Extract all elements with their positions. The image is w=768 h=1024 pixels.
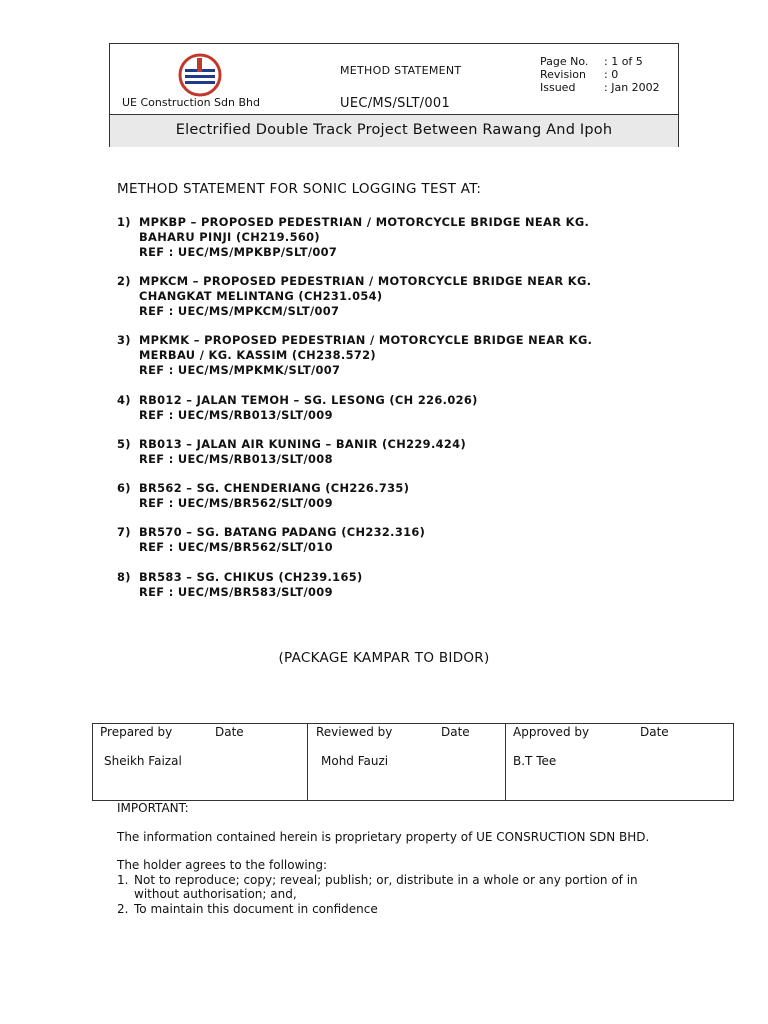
header-divider [110,114,678,115]
page-number-label: Page No. [540,55,589,68]
page-number-value: : 1 of 5 [604,55,643,68]
item-number: 7) [117,525,131,539]
list-item [117,570,363,600]
revision-row [540,68,618,81]
revision-value: : 0 [604,68,619,81]
item-number: 2) [117,274,131,288]
list-item [117,215,589,260]
item-reference: REF : UEC/MS/BR583/SLT/009 [139,585,333,599]
column-divider [307,724,308,800]
item-reference: REF : UEC/MS/MPKCM/SLT/007 [139,304,340,318]
item-reference: REF : UEC/MS/MPKBP/SLT/007 [139,245,338,259]
point-text: Not to reproduce; copy; reveal; publish; or, distribute in a whole or any portion of in without authorisation; and, [134,872,638,901]
reviewed-date-label: Date [441,725,470,739]
approved-by-label: Approved by [513,725,590,739]
list-item [117,274,591,319]
document-header [109,43,679,147]
item-number: 4) [117,393,131,407]
main-heading: METHOD STATEMENT FOR SONIC LOGGING TEST AT: [117,181,482,197]
item-number: 8) [117,570,131,584]
item-title: BR583 – SG. CHIKUS (CH239.165) [139,570,363,584]
item-title: MPKCM – PROPOSED PEDESTRIAN / MOTORCYCLE BRIDGE NEAR KG. [139,274,592,288]
item-number: 5) [117,437,131,451]
item-title: BR570 – SG. BATANG PADANG (CH232.316) [139,525,426,539]
prepared-by-name: Sheikh Faizal [104,754,182,768]
item-location: CHANGKAT MELINTANG (CH231.054) [139,289,383,303]
document-type: METHOD STATEMENT [340,64,462,77]
approvals-table [92,723,734,801]
item-title: RB012 – JALAN TEMOH – SG. LESONG (CH 226.026) [139,393,478,407]
item-title: BR562 – SG. CHENDERIANG (CH226.735) [139,481,410,495]
list-item [117,393,478,423]
item-title: MPKBP – PROPOSED PEDESTRIAN / MOTORCYCLE BRIDGE NEAR KG. [139,215,590,229]
item-title: RB013 – JALAN AIR KUNING – BANIR (CH229.424) [139,437,467,451]
document-code: UEC/MS/SLT/001 [340,96,451,111]
item-location: BAHARU PINJI (CH219.560) [139,230,320,244]
page-number-row [540,55,643,68]
proprietary-paragraph: The information contained herein is proprietary property of UE CONSRUCTION SDN BHD. [117,829,650,844]
list-item [117,902,677,917]
list-item [117,437,466,467]
reviewed-by-label: Reviewed by [316,725,393,739]
item-number: 6) [117,481,131,495]
prepared-date-label: Date [215,725,244,739]
important-notice [117,801,677,916]
item-reference: REF : UEC/MS/BR562/SLT/009 [139,496,333,510]
project-title: Electrified Double Track Project Between Rawang And Ipoh [175,122,613,138]
list-item [117,333,592,378]
prepared-by-label: Prepared by [100,725,173,739]
item-number: 1) [117,215,131,229]
approved-date-label: Date [640,725,669,739]
column-divider [505,724,506,800]
item-number: 3) [117,333,131,347]
item-reference: REF : UEC/MS/RB013/SLT/009 [139,408,333,422]
approved-by-name: B.T Tee [513,754,557,768]
point-number: 2. [117,901,129,916]
item-location: MERBAU / KG. KASSIM (CH238.572) [139,348,376,362]
item-title: MPKMK – PROPOSED PEDESTRIAN / MOTORCYCLE BRIDGE NEAR KG. [139,333,593,347]
issued-value: : Jan 2002 [604,81,660,94]
item-reference: REF : UEC/MS/BR562/SLT/010 [139,540,333,554]
company-name: UE Construction Sdn Bhd [122,96,260,109]
item-reference: REF : UEC/MS/MPKMK/SLT/007 [139,363,341,377]
issued-label: Issued [540,81,576,94]
important-label: IMPORTANT: [117,801,189,815]
agreement-list [117,873,677,917]
issued-row [540,81,660,94]
package-label: (PACKAGE KAMPAR TO BIDOR) [278,650,490,666]
list-item [117,873,677,902]
holder-agrees-paragraph: The holder agrees to the following: [117,858,327,872]
list-item [117,481,409,511]
point-text: To maintain this document in confidence [134,901,378,916]
list-item [117,525,425,555]
point-number: 1. [117,872,129,887]
reviewed-by-name: Mohd Fauzi [321,754,389,768]
revision-label: Revision [540,68,586,81]
item-reference: REF : UEC/MS/RB013/SLT/008 [139,452,333,466]
company-logo-icon [177,52,223,98]
